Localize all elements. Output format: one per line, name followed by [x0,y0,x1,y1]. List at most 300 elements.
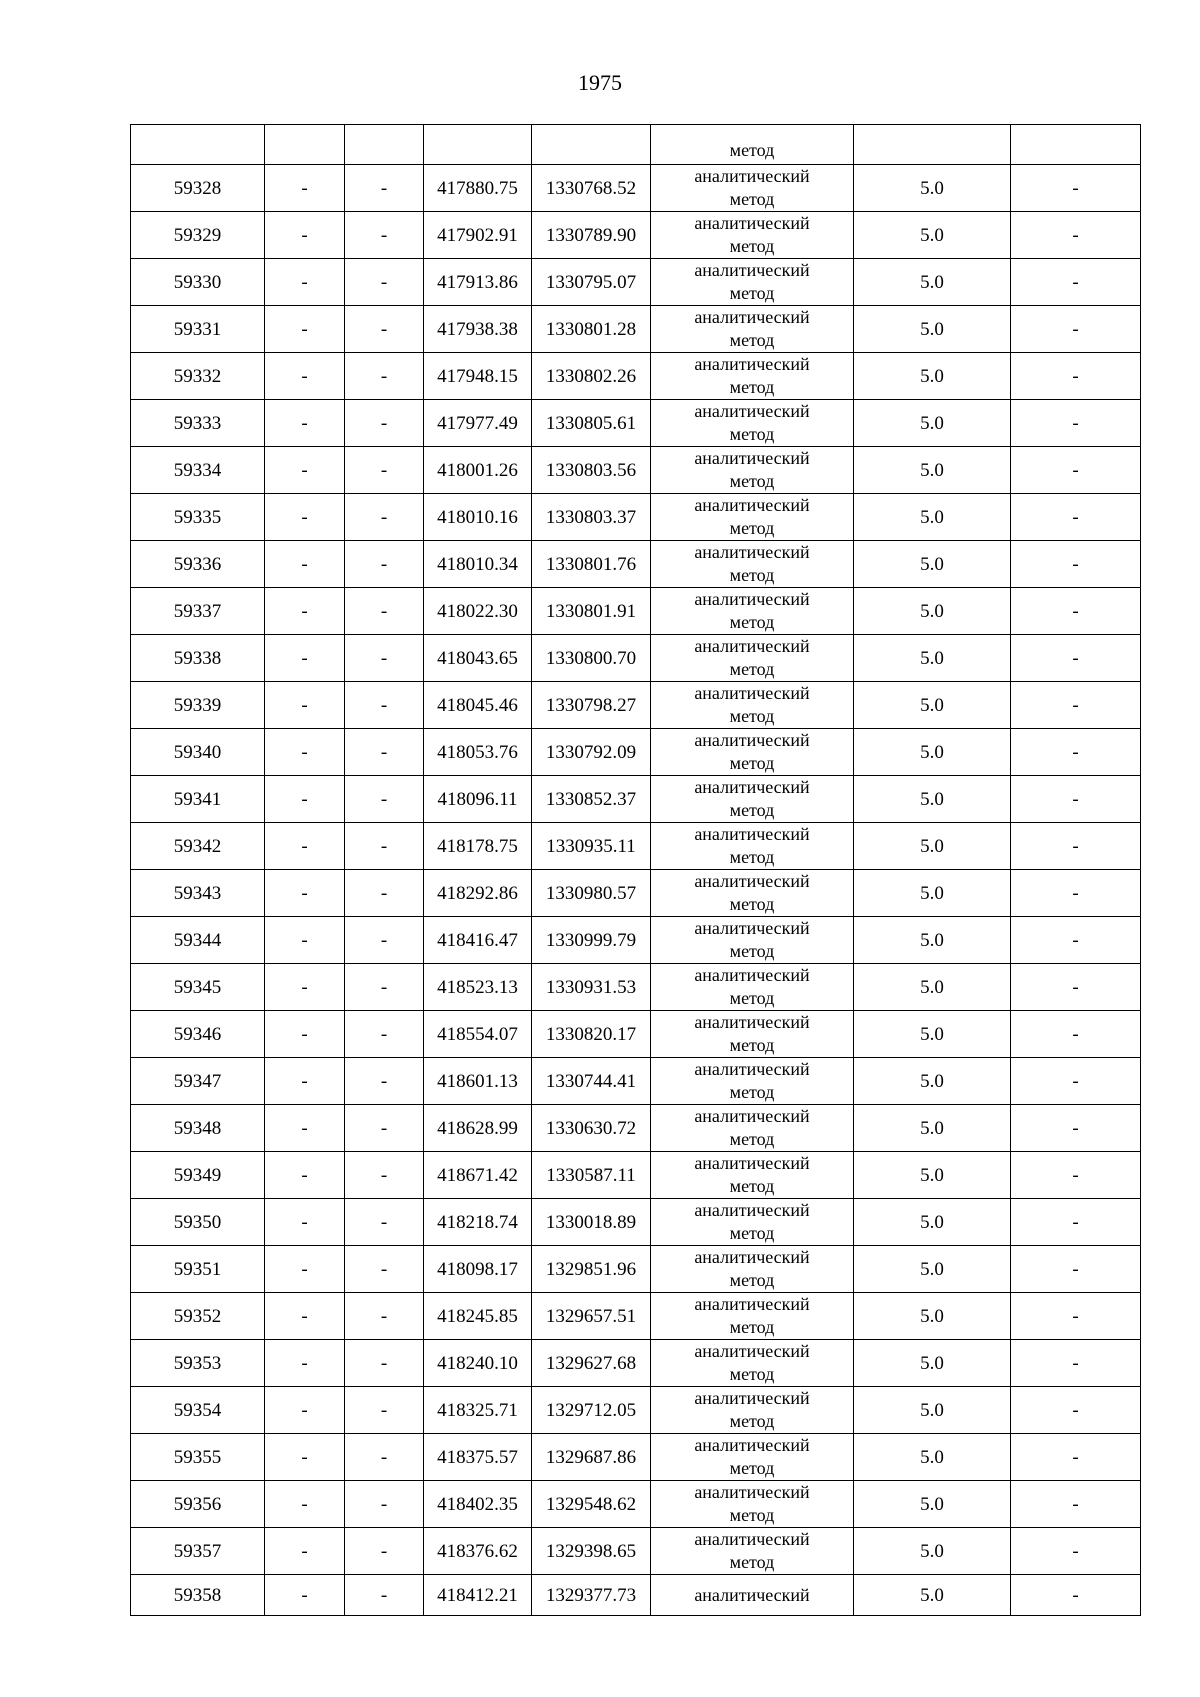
cell-accuracy: 5.0 [854,635,1011,682]
cell-method [651,447,854,494]
cell-method [651,635,854,682]
method-text: метод [729,800,775,820]
cell-method [651,165,854,212]
cell-x: 417977.49 [424,400,532,447]
cell-id: 59352 [131,1293,265,1340]
cell-col2: - [265,541,345,588]
method-text: аналитический [694,871,810,891]
cell-col2: - [265,1152,345,1199]
cell-id: 59330 [131,259,265,306]
method-text: метод [729,659,775,679]
table-row [131,1293,1141,1340]
cell-y [532,125,651,165]
method-text: аналитический [694,1482,810,1502]
cell-accuracy: 5.0 [854,1058,1011,1105]
method-text: метод [729,988,775,1008]
cell-id: 59331 [131,306,265,353]
cell-accuracy: 5.0 [854,1340,1011,1387]
cell-x: 417938.38 [424,306,532,353]
cell-col8: - [1011,1058,1141,1105]
cell-accuracy: 5.0 [854,400,1011,447]
cell-id: 59355 [131,1434,265,1481]
cell-id: 59343 [131,870,265,917]
table-row [131,1528,1141,1575]
cell-id: 59337 [131,588,265,635]
cell-method [651,1387,854,1434]
method-text: аналитический [694,1247,810,1267]
cell-y: 1330802.26 [532,353,651,400]
cell-x: 418554.07 [424,1011,532,1058]
cell-col3: - [345,541,424,588]
table-row [131,870,1141,917]
table-row [131,165,1141,212]
cell-col3: - [345,729,424,776]
cell-col2: - [265,1575,345,1616]
cell-col8: - [1011,776,1141,823]
cell-accuracy: 5.0 [854,917,1011,964]
cell-x: 417902.91 [424,212,532,259]
cell-col3: - [345,823,424,870]
cell-col8: - [1011,635,1141,682]
cell-col2: - [265,1246,345,1293]
cell-x: 418001.26 [424,447,532,494]
method-text: метод [729,1035,775,1055]
cell-col2: - [265,1528,345,1575]
method-text: метод [729,1458,775,1478]
cell-method [651,1058,854,1105]
cell-accuracy [854,125,1011,165]
method-text: метод [729,1317,775,1337]
cell-x [424,125,532,165]
table-row [131,1246,1141,1293]
cell-method [651,682,854,729]
method-text: аналитический [694,166,810,186]
method-text: аналитический [694,1059,810,1079]
cell-col8: - [1011,1011,1141,1058]
cell-col8: - [1011,1105,1141,1152]
cell-col8 [1011,125,1141,165]
cell-id: 59328 [131,165,265,212]
cell-accuracy: 5.0 [854,353,1011,400]
cell-col3: - [345,494,424,541]
cell-id: 59338 [131,635,265,682]
cell-y: 1330852.37 [532,776,651,823]
cell-col3: - [345,165,424,212]
cell-col2: - [265,212,345,259]
method-text: аналитический [694,1435,810,1455]
method-text: аналитический [694,213,810,233]
cell-id: 59357 [131,1528,265,1575]
cell-method [651,1293,854,1340]
cell-col2: - [265,1293,345,1340]
cell-accuracy: 5.0 [854,1528,1011,1575]
cell-x: 418601.13 [424,1058,532,1105]
method-text: метод [729,941,775,961]
cell-col8: - [1011,165,1141,212]
cell-col3: - [345,1152,424,1199]
cell-accuracy: 5.0 [854,1575,1011,1616]
cell-id: 59348 [131,1105,265,1152]
cell-id: 59332 [131,353,265,400]
cell-x: 418010.34 [424,541,532,588]
cell-y: 1329657.51 [532,1293,651,1340]
cell-col8: - [1011,1434,1141,1481]
cell-y: 1330018.89 [532,1199,651,1246]
cell-y: 1330801.28 [532,306,651,353]
cell-col8: - [1011,1246,1141,1293]
cell-x: 418096.11 [424,776,532,823]
cell-id: 59350 [131,1199,265,1246]
cell-col2: - [265,447,345,494]
method-text: метод [729,1411,775,1431]
cell-accuracy: 5.0 [854,1481,1011,1528]
table-row [131,353,1141,400]
method-text: метод [729,1552,775,1572]
cell-col8: - [1011,1575,1141,1616]
method-text: аналитический [694,1341,810,1361]
cell-method [651,823,854,870]
cell-col2: - [265,1387,345,1434]
method-text: аналитический [694,683,810,703]
page-number: 1975 [578,70,622,95]
table-row [131,917,1141,964]
cell-method [651,353,854,400]
cell-col2: - [265,870,345,917]
cell-col2: - [265,1058,345,1105]
cell-col3: - [345,447,424,494]
method-text: аналитический [694,542,810,562]
cell-col3: - [345,1481,424,1528]
method-text: метод [729,471,775,491]
cell-col2: - [265,776,345,823]
cell-method [651,1481,854,1528]
cell-col2: - [265,1434,345,1481]
cell-x: 418416.47 [424,917,532,964]
cell-col3: - [345,1246,424,1293]
cell-y: 1329377.73 [532,1575,651,1616]
cell-x: 417948.15 [424,353,532,400]
cell-col2: - [265,635,345,682]
method-text: метод [729,894,775,914]
method-text: метод [729,706,775,726]
cell-x: 417913.86 [424,259,532,306]
cell-col2: - [265,1105,345,1152]
cell-y: 1329712.05 [532,1387,651,1434]
cell-col8: - [1011,541,1141,588]
cell-accuracy: 5.0 [854,1246,1011,1293]
table-row [131,212,1141,259]
cell-x: 418098.17 [424,1246,532,1293]
cell-col3: - [345,870,424,917]
cell-x: 418325.71 [424,1387,532,1434]
method-text: метод [729,189,775,209]
cell-method [651,1246,854,1293]
cell-col8: - [1011,1481,1141,1528]
cell-accuracy: 5.0 [854,306,1011,353]
table-row [131,729,1141,776]
method-text: аналитический [694,260,810,280]
cell-col8: - [1011,823,1141,870]
cell-y: 1330800.70 [532,635,651,682]
method-text: метод [729,377,775,397]
cell-col8: - [1011,870,1141,917]
cell-id: 59339 [131,682,265,729]
cell-y: 1329548.62 [532,1481,651,1528]
cell-y: 1330803.37 [532,494,651,541]
cell-id: 59344 [131,917,265,964]
cell-method [651,212,854,259]
cell-y: 1330768.52 [532,165,651,212]
table-row [131,541,1141,588]
cell-x: 418628.99 [424,1105,532,1152]
table-row [131,1058,1141,1105]
cell-method [651,1105,854,1152]
cell-col2: - [265,729,345,776]
cell-accuracy: 5.0 [854,447,1011,494]
cell-method [651,870,854,917]
cell-id: 59341 [131,776,265,823]
cell-col3: - [345,964,424,1011]
cell-accuracy: 5.0 [854,212,1011,259]
cell-id: 59334 [131,447,265,494]
cell-x: 418053.76 [424,729,532,776]
cell-method [651,1199,854,1246]
cell-y: 1330801.76 [532,541,651,588]
cell-col3: - [345,1105,424,1152]
cell-col2: - [265,1340,345,1387]
method-text: метод [729,565,775,585]
cell-col2: - [265,353,345,400]
cell-id: 59336 [131,541,265,588]
method-text: аналитический [694,1200,810,1220]
table-row [131,1575,1141,1616]
cell-method [651,964,854,1011]
cell-accuracy: 5.0 [854,494,1011,541]
cell-y: 1330798.27 [532,682,651,729]
cell-accuracy: 5.0 [854,541,1011,588]
method-text: аналитический [694,824,810,844]
cell-x: 418292.86 [424,870,532,917]
table-row [131,1340,1141,1387]
cell-col2: - [265,964,345,1011]
cell-x: 417880.75 [424,165,532,212]
table-row [131,682,1141,729]
cell-method [651,1575,854,1616]
cell-col8: - [1011,212,1141,259]
cell-y: 1330820.17 [532,1011,651,1058]
cell-col8: - [1011,964,1141,1011]
cell-col3: - [345,259,424,306]
cell-col3: - [345,353,424,400]
cell-y: 1330935.11 [532,823,651,870]
cell-col8: - [1011,306,1141,353]
method-text: аналитический [694,495,810,515]
cell-col2: - [265,682,345,729]
cell-col2: - [265,494,345,541]
cell-y: 1330803.56 [532,447,651,494]
cell-x: 418240.10 [424,1340,532,1387]
method-text: метод [729,424,775,444]
cell-id: 59342 [131,823,265,870]
cell-col8: - [1011,447,1141,494]
method-text: метод [729,1505,775,1525]
cell-col8: - [1011,353,1141,400]
continuation-row [131,125,1141,165]
cell-method [651,588,854,635]
cell-method [651,917,854,964]
method-text: аналитический [694,1529,810,1549]
cell-x: 418523.13 [424,964,532,1011]
cell-col3 [345,125,424,165]
cell-col8: - [1011,1340,1141,1387]
cell-col8: - [1011,682,1141,729]
coordinates-table [130,124,1141,1616]
method-text: аналитический [694,918,810,938]
method-text: аналитический [694,1153,810,1173]
cell-x: 418375.57 [424,1434,532,1481]
cell-method [651,776,854,823]
cell-col3: - [345,1575,424,1616]
method-text: аналитический [694,1294,810,1314]
method-text: аналитический [694,1106,810,1126]
method-text: аналитический [694,401,810,421]
cell-col8: - [1011,917,1141,964]
cell-col8: - [1011,259,1141,306]
method-text: аналитический [694,354,810,374]
table-row [131,306,1141,353]
method-text: аналитический [694,1012,810,1032]
cell-x: 418218.74 [424,1199,532,1246]
cell-method [651,1340,854,1387]
cell-col8: - [1011,588,1141,635]
table-row [131,259,1141,306]
cell-col3: - [345,635,424,682]
cell-accuracy: 5.0 [854,1293,1011,1340]
method-text: метод [729,1129,775,1149]
cell-col3: - [345,1528,424,1575]
cell-col2: - [265,823,345,870]
table-row [131,776,1141,823]
cell-col3: - [345,1199,424,1246]
cell-id [131,125,265,165]
cell-col3: - [345,682,424,729]
cell-y: 1329687.86 [532,1434,651,1481]
cell-id: 59347 [131,1058,265,1105]
method-text: метод [729,1223,775,1243]
cell-x: 418402.35 [424,1481,532,1528]
table-row [131,964,1141,1011]
table-row [131,1011,1141,1058]
cell-id: 59354 [131,1387,265,1434]
cell-method [651,1528,854,1575]
table-row [131,1387,1141,1434]
cell-accuracy: 5.0 [854,870,1011,917]
table-row [131,447,1141,494]
cell-accuracy: 5.0 [854,165,1011,212]
cell-x: 418010.16 [424,494,532,541]
cell-col8: - [1011,494,1141,541]
cell-id: 59351 [131,1246,265,1293]
cell-id: 59340 [131,729,265,776]
cell-col3: - [345,776,424,823]
cell-method [651,125,854,165]
cell-col3: - [345,917,424,964]
method-text: метод [729,612,775,632]
table-row [131,1152,1141,1199]
method-text: аналитический [694,636,810,656]
cell-id: 59333 [131,400,265,447]
cell-col3: - [345,306,424,353]
method-text: аналитический [694,730,810,750]
cell-y: 1330744.41 [532,1058,651,1105]
cell-y: 1330980.57 [532,870,651,917]
cell-x: 418043.65 [424,635,532,682]
table-body [131,125,1141,1616]
method-text: аналитический [694,777,810,797]
method-text: метод [729,753,775,773]
table-row [131,1481,1141,1528]
cell-accuracy: 5.0 [854,1011,1011,1058]
cell-accuracy: 5.0 [854,259,1011,306]
cell-col2: - [265,400,345,447]
cell-col2: - [265,259,345,306]
cell-col3: - [345,1058,424,1105]
cell-method [651,306,854,353]
cell-id: 59353 [131,1340,265,1387]
cell-x: 418178.75 [424,823,532,870]
cell-id: 59346 [131,1011,265,1058]
method-text: метод [729,1082,775,1102]
table-row [131,823,1141,870]
cell-col2: - [265,917,345,964]
cell-method [651,729,854,776]
table-row [131,635,1141,682]
method-text: аналитический [694,1584,810,1605]
cell-id: 59329 [131,212,265,259]
cell-col2: - [265,165,345,212]
cell-col2: - [265,1481,345,1528]
cell-col8: - [1011,1199,1141,1246]
method-text: аналитический [694,1388,810,1408]
cell-accuracy: 5.0 [854,1199,1011,1246]
cell-method [651,1434,854,1481]
method-text: аналитический [694,448,810,468]
table-row [131,1434,1141,1481]
cell-x: 418245.85 [424,1293,532,1340]
method-text: метод [729,140,775,160]
cell-accuracy: 5.0 [854,729,1011,776]
cell-accuracy: 5.0 [854,1434,1011,1481]
cell-accuracy: 5.0 [854,776,1011,823]
cell-col8: - [1011,400,1141,447]
cell-col8: - [1011,1152,1141,1199]
method-text: метод [729,1364,775,1384]
cell-y: 1329398.65 [532,1528,651,1575]
table-row [131,400,1141,447]
cell-x: 418412.21 [424,1575,532,1616]
cell-y: 1330805.61 [532,400,651,447]
cell-col3: - [345,212,424,259]
table-row [131,1105,1141,1152]
cell-col3: - [345,1387,424,1434]
cell-col8: - [1011,1293,1141,1340]
table-row [131,588,1141,635]
cell-id: 59356 [131,1481,265,1528]
cell-col2 [265,125,345,165]
cell-y: 1330792.09 [532,729,651,776]
method-text: метод [729,847,775,867]
cell-accuracy: 5.0 [854,588,1011,635]
